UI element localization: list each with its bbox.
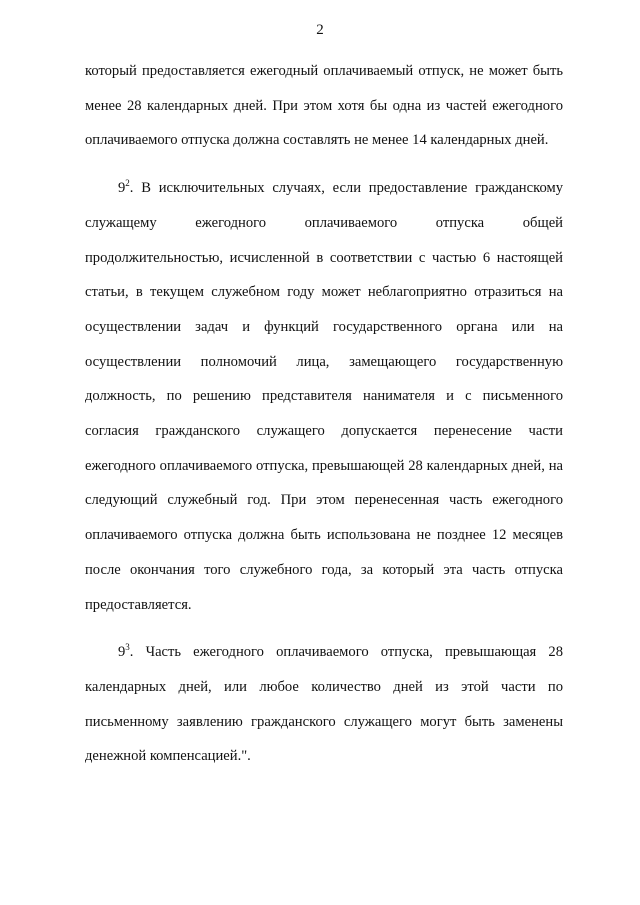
document-body — [85, 54, 563, 774]
clause-text: В исключительных случаях, если предоставление гражданскому служащему ежегодного оплачиваемого отпуска общей продолжительностью, исчисленной в соответствии с частью 6 настоящей статьи, в текущем служебном году может неблагоприятно отразиться на осуществлении задач и функций государственного органа или на осуществлении полномочий лица, замещающего государственную должность, по решению представителя нанимателя и с письменного согласия гражданского служащего допускается перенесение части ежегодного оплачиваемого отпуска, превышающей 28 календарных дней, на следующий служебный год. При этом перенесенная часть ежегодного оплачиваемого отпуска должна быть использована не позднее 12 месяцев после окончания того служебного года, за который эта часть отпуска предоставляется. — [85, 180, 563, 613]
paragraph-9-3 — [85, 635, 563, 774]
clause-number: $9^3$. — [118, 642, 134, 661]
page-number: 2 — [316, 22, 324, 38]
clause-number-superscript: 3 — [125, 642, 130, 653]
paragraph-continuation: который предоставляется ежегодный оплачиваемый отпуск, не может быть менее 28 календарных дней. При этом хотя бы одна из частей ежегодного оплачиваемого отпуска должна составлять не менее 14 календарных дней. — [85, 63, 563, 149]
clause-text: Часть ежегодного оплачиваемого отпуска, превышающая 28 календарных дней, или любое количество дней из этой части по письменному заявлению гражданского служащего могут быть заменены денежной компенсацией.". — [85, 644, 563, 765]
paragraph-9-2 — [85, 171, 563, 622]
clause-number: $9^2$. — [118, 178, 134, 197]
clause-number-superscript: 2 — [125, 178, 130, 189]
